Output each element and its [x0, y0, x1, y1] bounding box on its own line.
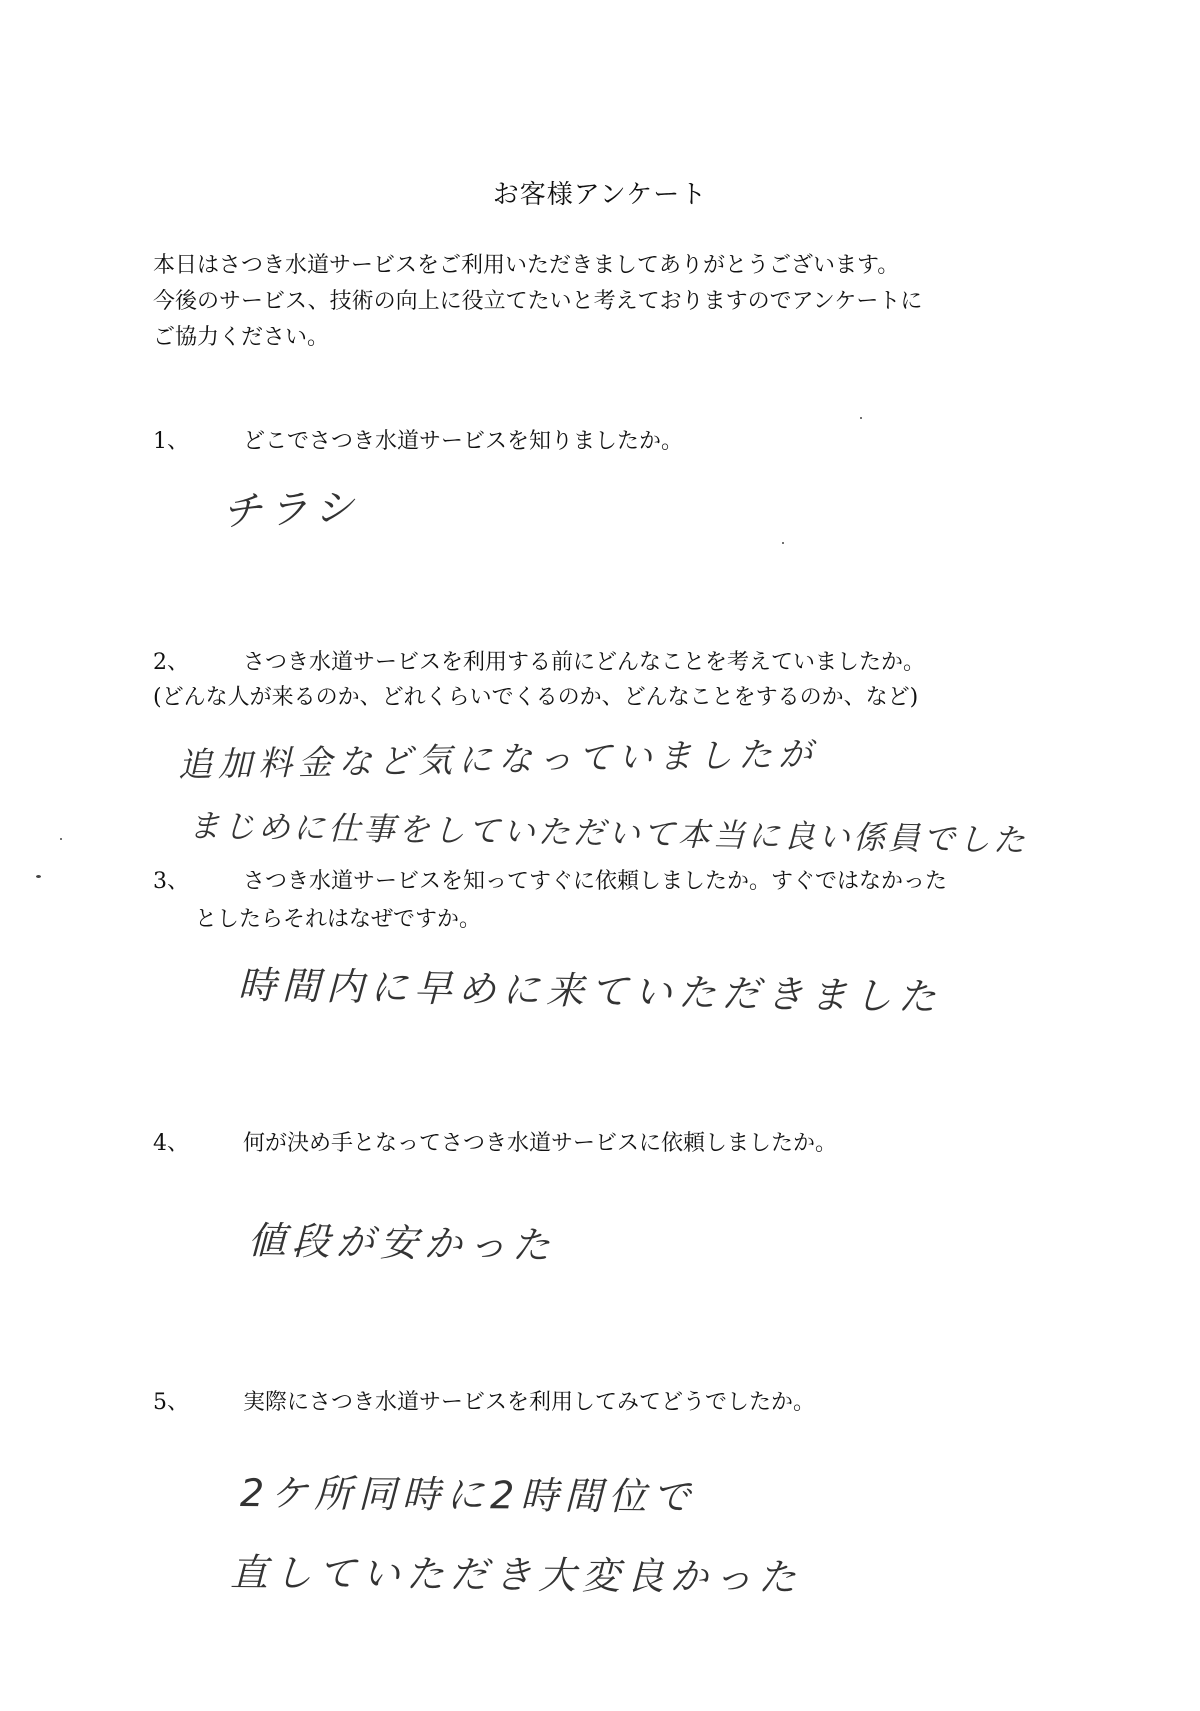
answer-3-handwritten: 時間内に早めに来ていただきました	[237, 962, 943, 1020]
question-3-text: さつき水道サービスを知ってすぐに依頼しましたか。すぐではなかった	[243, 869, 948, 894]
answer-5-line-1-handwritten: 2ケ所同時に2時間位で	[239, 1471, 697, 1519]
question-5-text: 実際にさつき水道サービスを利用してみてどうでしたか。	[243, 1390, 816, 1415]
question-5-number: 5、	[153, 1390, 189, 1415]
intro-line: 本日はさつき水道サービスをご利用いただきましてありがとうございます。	[153, 253, 900, 278]
answer-4-handwritten: 値段が安かった	[247, 1218, 557, 1268]
answer-1-handwritten: チラシ	[221, 484, 361, 536]
scan-speck	[60, 838, 62, 840]
question-3-continuation: としたらそれはなぜですか。	[195, 907, 482, 932]
scan-speck	[860, 417, 862, 419]
question-3-number: 3、	[153, 869, 189, 894]
question-4-text: 何が決め手となってさつき水道サービスに依頼しましたか。	[243, 1131, 838, 1156]
intro-text	[153, 248, 1053, 356]
question-1-number: 1、	[153, 429, 189, 454]
answer-5-line-2-handwritten: 直していただき大変良かった	[229, 1550, 803, 1600]
question-1-text: どこでさつき水道サービスを知りましたか。	[243, 429, 684, 454]
intro-line: 今後のサービス、技術の向上に役立てたいと考えておりますのでアンケートに	[153, 289, 923, 314]
page-title: お客様アンケート	[492, 180, 708, 210]
answer-2-line-2-handwritten: まじめに仕事をしていただいて本当に良い係員でした	[187, 806, 1029, 860]
scan-speck	[782, 542, 784, 544]
question-4-number: 4、	[153, 1131, 189, 1156]
scan-speck	[36, 875, 41, 878]
question-2-note: (どんな人が来るのか、どれくらいでくるのか、どんなことをするのか、など)	[153, 685, 919, 710]
question-2-text: さつき水道サービスを利用する前にどんなことを考えていましたか。	[243, 650, 926, 675]
question-2-number: 2、	[153, 650, 189, 675]
answer-2-line-1-handwritten: 追加料金など気になっていましたが	[177, 734, 819, 786]
intro-line: ご協力ください。	[153, 325, 330, 350]
